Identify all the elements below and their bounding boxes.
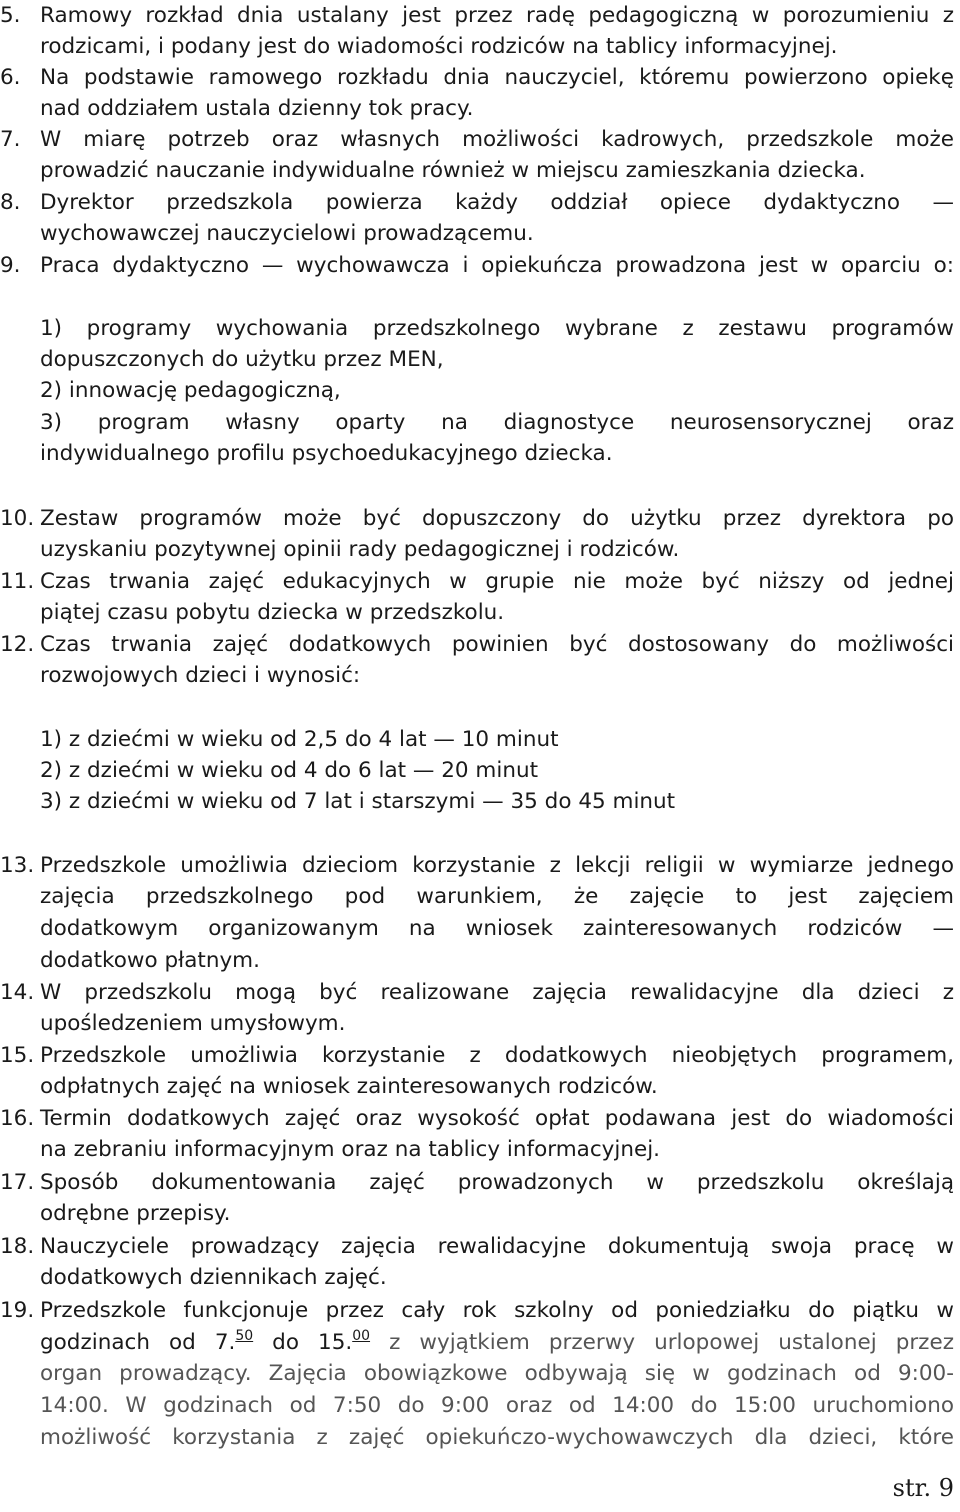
item-number: 18.: [0, 1234, 35, 1259]
item-line-text: godzinach od 7.: [40, 1330, 236, 1355]
item-line: uzyskaniu pozytywnej opinii rady pedagogicznej i rodziców.: [40, 537, 680, 562]
item-number: 17.: [0, 1170, 35, 1195]
superscript-minutes: 50: [235, 1328, 254, 1344]
item-line: nad oddziałem ustala dzienny tok pracy.: [40, 96, 474, 121]
item-line: dodatkowo płatnym.: [40, 948, 260, 973]
item-line: Nauczyciele prowadzący zajęcia rewalidacyjne dokumentują swoja pracę w: [40, 1234, 954, 1259]
item-line: Na podstawie ramowego rozkładu dnia nauczyciel, któremu powierzono opiekę: [40, 65, 954, 90]
item-number: 6.: [0, 65, 21, 90]
sublist-line: 3) z dziećmi w wieku od 7 lat i starszymi — 35 do 45 minut: [40, 789, 676, 814]
item-line: rodzicami, i podany jest do wiadomości rodziców na tablicy informacyjnej.: [40, 34, 838, 59]
item-line: na zebraniu informacyjnym oraz na tablicy informacyjnej.: [40, 1137, 661, 1162]
item-number: 10.: [0, 506, 35, 531]
item-line: Termin dodatkowych zajęć oraz wysokość opłat podawana jest do wiadomości: [40, 1106, 954, 1131]
item-line: Dyrektor przedszkola powierza każdy oddział opiece dydaktyczno —: [40, 190, 954, 215]
item-line: organ prowadzący. Zajęcia obowiązkowe odbywają się w godzinach od 9:00-: [40, 1361, 954, 1386]
item-number: 15.: [0, 1043, 35, 1068]
item-line: piątej czasu pobytu dziecka w przedszkolu.: [40, 600, 505, 625]
item-number: 12.: [0, 632, 35, 657]
sublist-line: dopuszczonych do użytku przez MEN,: [40, 347, 444, 372]
item-line: upośledzeniem umysłowym.: [40, 1011, 346, 1036]
item-line: zajęcia przedszkolnego pod warunkiem, że zajęcie to jest zajęciem: [40, 884, 954, 909]
sublist-line: 3) program własny oparty na diagnostyce neurosensorycznej oraz: [40, 410, 954, 435]
item-line: dodatkowych dziennikach zajęć.: [40, 1265, 387, 1290]
item-line: Zestaw programów może być dopuszczony do użytku przez dyrektora po: [40, 506, 954, 531]
item-line: wychowawczej nauczycielowi prowadzącemu.: [40, 221, 534, 246]
item-line: Czas trwania zajęć dodatkowych powinien być dostosowany do możliwości: [40, 632, 954, 657]
item-line: 14:00. W godzinach od 7:50 do 9:00 oraz od 14:00 do 15:00 uruchomiono: [40, 1393, 954, 1418]
item-line: Przedszkole umożliwia dzieciom korzystanie z lekcji religii w wymiarze jednego: [40, 853, 954, 878]
item-line: prowadzić nauczanie indywidualne również w miejscu zamieszkania dziecka.: [40, 158, 866, 183]
item-line: Przedszkole umożliwia korzystanie z dodatkowych nieobjętych programem,: [40, 1043, 954, 1068]
item-line: W przedszkolu mogą być realizowane zajęcia rewalidacyjne dla dzieci z: [40, 980, 954, 1005]
item-line-with-times: [40, 1327, 954, 1362]
page-number: str. 9: [892, 1474, 954, 1502]
item-line: Praca dydaktyczno — wychowawcza i opiekuńcza prowadzona jest w oparciu o:: [40, 253, 954, 278]
item-line-text: do 15.: [253, 1330, 353, 1355]
item-number: 5.: [0, 3, 21, 28]
item-line: Sposób dokumentowania zajęć prowadzonych w przedszkolu określają: [40, 1170, 954, 1195]
sublist-line: indywidualnego profilu psychoedukacyjnego dziecka.: [40, 441, 613, 466]
item-line: Ramowy rozkład dnia ustalany jest przez radę pedagogiczną w porozumieniu z: [40, 3, 954, 28]
item-number: 9.: [0, 253, 21, 278]
item-number: 7.: [0, 127, 21, 152]
item-line: dodatkowym organizowanym na wniosek zainteresowanych rodziców —: [40, 916, 954, 941]
item-number: 8.: [0, 190, 21, 215]
item-line: rozwojowych dzieci i wynosić:: [40, 663, 361, 688]
item-number: 13.: [0, 853, 35, 878]
item-number: 11.: [0, 569, 35, 594]
sublist-line: 1) z dziećmi w wieku od 2,5 do 4 lat — 10 minut: [40, 727, 559, 752]
sublist-line: 2) z dziećmi w wieku od 4 do 6 lat — 20 minut: [40, 758, 539, 783]
item-line: odrębne przepisy.: [40, 1201, 231, 1226]
sublist-line: 2) innowację pedagogiczną,: [40, 378, 341, 403]
item-line: Czas trwania zajęć edukacyjnych w grupie nie może być niższy od jednej: [40, 569, 954, 594]
item-number: 19.: [0, 1298, 35, 1323]
sublist-line: 1) programy wychowania przedszkolnego wybrane z zestawu programów: [40, 316, 954, 341]
item-line-text: z wyjątkiem przerwy urlopowej ustalonej przez: [370, 1330, 954, 1355]
item-line: W miarę potrzeb oraz własnych możliwości kadrowych, przedszkole może: [40, 127, 954, 152]
item-number: 14.: [0, 980, 35, 1005]
item-line: odpłatnych zajęć na wniosek zainteresowanych rodziców.: [40, 1074, 658, 1099]
item-number: 16.: [0, 1106, 35, 1131]
item-line: Przedszkole funkcjonuje przez cały rok szkolny od poniedziałku do piątku w: [40, 1298, 954, 1323]
superscript-minutes: 00: [352, 1328, 371, 1344]
item-line: możliwość korzystania z zajęć opiekuńczo-wychowawczych dla dzieci, które: [40, 1425, 954, 1450]
